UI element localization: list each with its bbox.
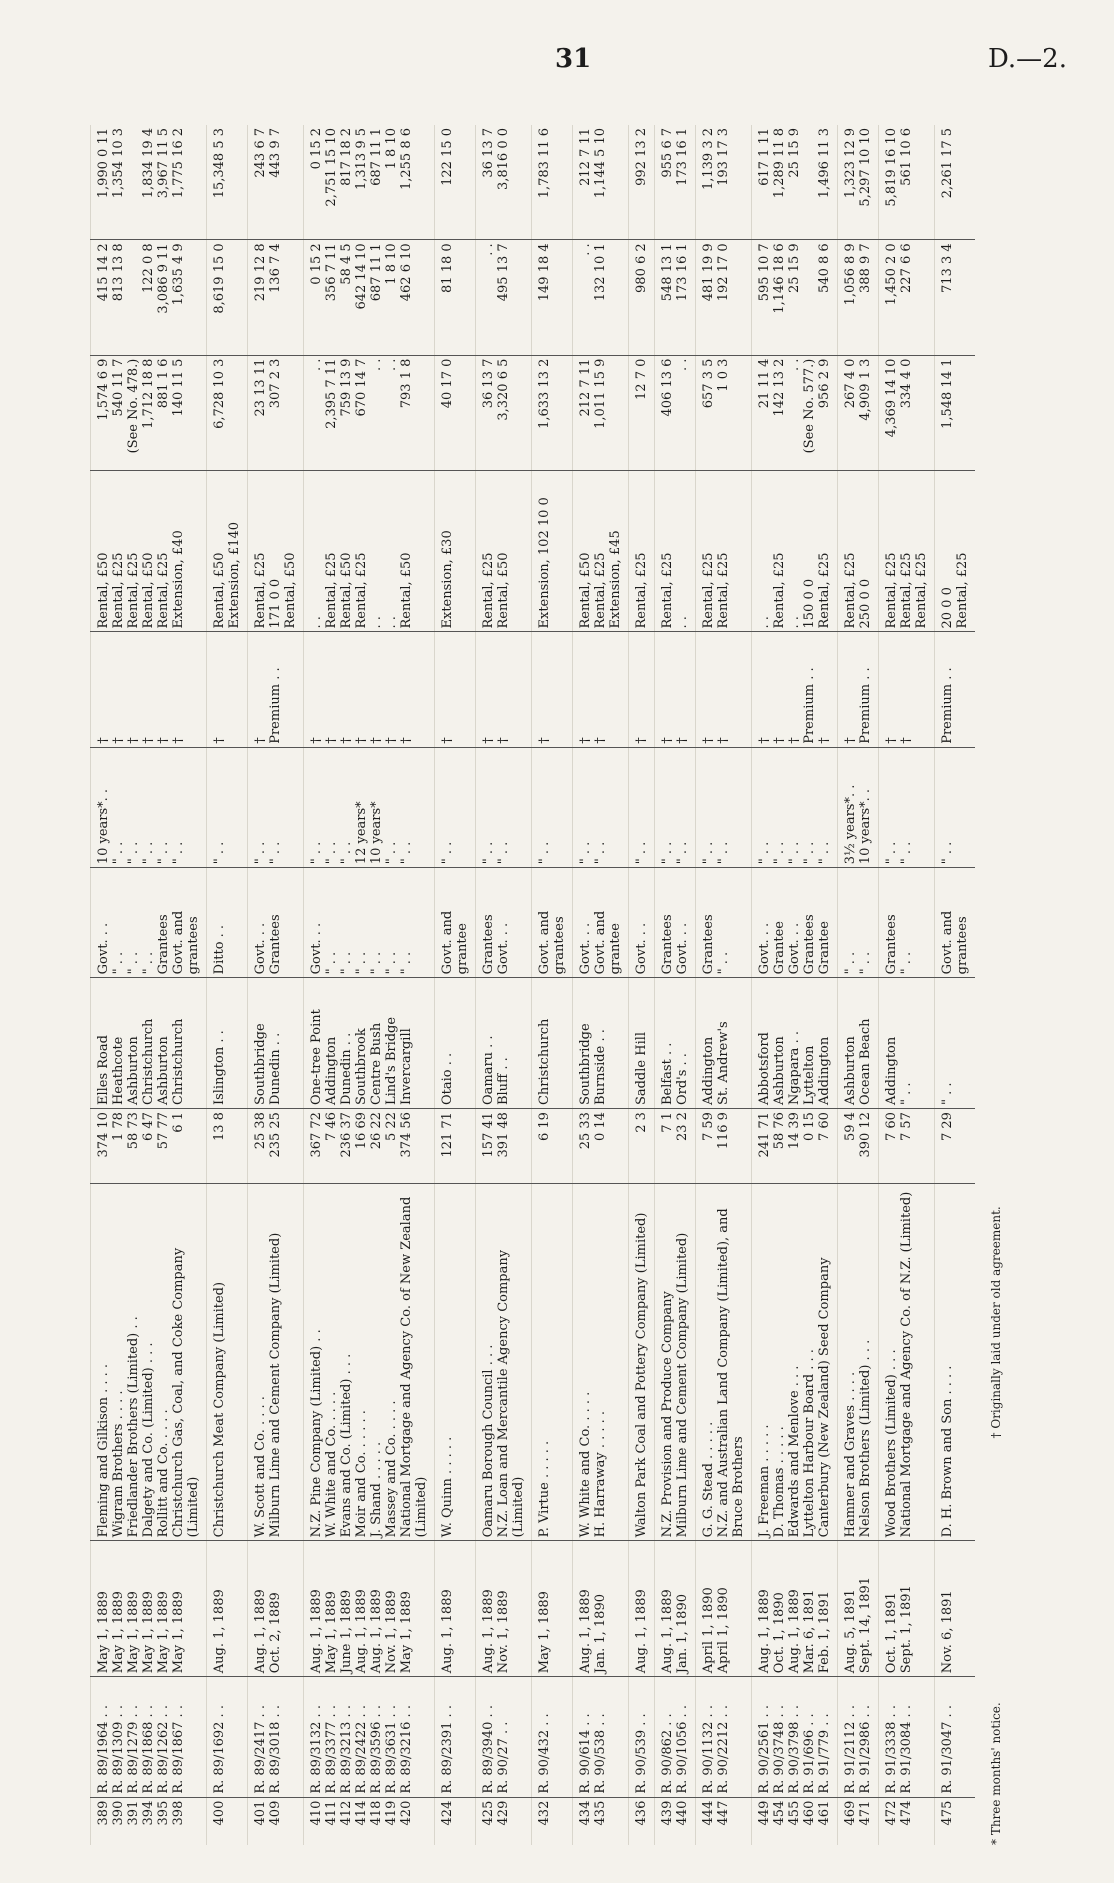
rental-terms-cell: Rental, £50 Rental, £25 Extension, £45 bbox=[573, 470, 629, 632]
notice-type-cell: † Premium . . bbox=[838, 632, 879, 747]
area-cell: 59 4 390 12 bbox=[838, 1109, 879, 1184]
rental-terms-cell: Extension, £30 bbox=[435, 470, 476, 632]
area-cell: 157 41 391 48 bbox=[476, 1109, 532, 1184]
station-cell: Oamaru . . Bluff . . bbox=[476, 978, 532, 1109]
amount-first-cell: 12 7 0 bbox=[629, 355, 655, 470]
entry-number-cell: 401 409 bbox=[248, 1797, 304, 1845]
entry-number-cell: 434 435 bbox=[573, 1797, 629, 1845]
rental-terms-cell: Rental, £50 Rental, £25 Rental, £25 Rental, £50 Rental, £25 Extension, £40 bbox=[91, 470, 207, 632]
term-cell: " . . " . . bbox=[696, 747, 752, 867]
amount-first-cell: 4,369 14 10 334 4 0 bbox=[879, 355, 935, 470]
table-row bbox=[696, 125, 752, 1845]
station-cell: Southbridge Burnside . . bbox=[573, 978, 629, 1109]
agreement-date-cell: Aug. 1, 1889 Jan. 1, 1890 bbox=[655, 1541, 696, 1677]
rental-terms-cell: . . Rental, £25 . . 150 0 0 Rental, £25 bbox=[752, 470, 838, 632]
station-cell: Islington . . bbox=[207, 978, 248, 1109]
table-body bbox=[91, 125, 976, 1845]
grantee-name-cell: N.Z. Pine Company (Limited) . . W. White and Co. . . . . Evans and Co. (Limited) . . . Moir and Co. . . . . . J. Shand . . . . . Massey and Co. . . . . National Mortgage and Agency Co. of New Zealand (Limited) bbox=[304, 1184, 435, 1541]
amount-first-cell: 657 3 5 1 0 3 bbox=[696, 355, 752, 470]
notice-type-cell: † bbox=[532, 632, 573, 747]
cost-borne-by-cell: Govt. . . " . . " . . " . . " . . " . . " . . bbox=[304, 868, 435, 978]
agreement-date-cell: Aug. 1, 1889 Oct. 1, 1890 Aug. 1, 1889 Mar. 6, 1891 Feb. 1, 1891 bbox=[752, 1541, 838, 1677]
term-cell: " . . bbox=[935, 747, 976, 867]
amount-total-cell: 1,990 0 11 1,354 10 3 1,834 19 4 3,967 11 5 1,775 16 2 bbox=[91, 125, 207, 240]
amount-total-cell: 1,323 12 9 5,297 10 10 bbox=[838, 125, 879, 240]
agreement-date-cell: May 1, 1889 bbox=[532, 1541, 573, 1677]
agreement-date-cell: Nov. 6, 1891 bbox=[935, 1541, 976, 1677]
amount-second-cell: . . 132 10 1 bbox=[573, 240, 629, 355]
file-reference-cell: R. 90/2561 . . R. 90/3748 . . R. 90/3798 . . R. 91/696 . . R. 91/779 . . bbox=[752, 1677, 838, 1797]
station-cell: Elles Road Heathcote Ashburton Christchurch Ashburton Christchurch bbox=[91, 978, 207, 1109]
cost-borne-by-cell: " . . " . . bbox=[838, 868, 879, 978]
notice-type-cell: † bbox=[629, 632, 655, 747]
table-row bbox=[304, 125, 435, 1845]
amount-second-cell: . . 495 13 7 bbox=[476, 240, 532, 355]
cost-borne-by-cell: Govt. . . bbox=[629, 868, 655, 978]
cost-borne-by-cell: Grantees " . . bbox=[696, 868, 752, 978]
entry-number-cell: 475 bbox=[935, 1797, 976, 1845]
grantee-name-cell: W. Quinn . . . . . bbox=[435, 1184, 476, 1541]
amount-total-cell: 36 13 7 3,816 0 0 bbox=[476, 125, 532, 240]
area-cell: 241 71 58 76 14 39 0 15 7 60 bbox=[752, 1109, 838, 1184]
file-reference-cell: R. 89/2391 . . bbox=[435, 1677, 476, 1797]
amount-first-cell: 406 13 6 . . bbox=[655, 355, 696, 470]
notice-type-cell: † † † † † † bbox=[91, 632, 207, 747]
entry-number-cell: 425 429 bbox=[476, 1797, 532, 1845]
table-row bbox=[91, 125, 207, 1845]
notice-type-cell: † † bbox=[655, 632, 696, 747]
rental-terms-cell: Rental, £25 250 0 0 bbox=[838, 470, 879, 632]
station-cell: Abbotsford Ashburton Ngapara . . Lyttelton Addington bbox=[752, 978, 838, 1109]
entry-number-cell: 469 471 bbox=[838, 1797, 879, 1845]
rotated-table-container bbox=[90, 125, 1050, 1845]
term-cell: 3½ years*. . 10 years*. . bbox=[838, 747, 879, 867]
table-row bbox=[573, 125, 629, 1845]
amount-total-cell: 0 15 2 2,751 15 10 817 18 2 1,313 9 5 687 11 1 1 8 10 1,255 8 6 bbox=[304, 125, 435, 240]
station-cell: One-tree Point Addington Dunedin . . Southbrook Centre Bush Lind's Bridge Invercargill bbox=[304, 978, 435, 1109]
page-number: 31 bbox=[555, 44, 592, 74]
table-row bbox=[655, 125, 696, 1845]
amount-first-cell: 40 17 0 bbox=[435, 355, 476, 470]
notice-type-cell: † † † Premium . . † bbox=[752, 632, 838, 747]
entry-number-cell: 472 474 bbox=[879, 1797, 935, 1845]
amount-second-cell: 0 15 2 356 7 11 58 4 5 642 14 10 687 11 1 1 8 10 462 6 10 bbox=[304, 240, 435, 355]
file-reference-cell: R. 89/3940 . . R. 90/27 . . bbox=[476, 1677, 532, 1797]
amount-total-cell: 243 6 7 443 9 7 bbox=[248, 125, 304, 240]
amount-first-cell: 1,574 6 9 540 11 7 (See No. 478.) 1,712 18 8 881 1 6 140 11 5 bbox=[91, 355, 207, 470]
amount-total-cell: 2,261 17 5 bbox=[935, 125, 976, 240]
file-reference-cell: R. 90/1132 . . R. 90/2212 . . bbox=[696, 1677, 752, 1797]
entry-number-cell: 410 411 412 414 418 419 420 bbox=[304, 1797, 435, 1845]
term-cell: " . . bbox=[532, 747, 573, 867]
term-cell: " . . " . . bbox=[573, 747, 629, 867]
amount-first-cell: 36 13 7 3,320 6 5 bbox=[476, 355, 532, 470]
amount-first-cell: 212 7 11 1,011 15 9 bbox=[573, 355, 629, 470]
area-cell: 6 19 bbox=[532, 1109, 573, 1184]
amount-total-cell: 122 15 0 bbox=[435, 125, 476, 240]
station-cell: Addington St. Andrew's bbox=[696, 978, 752, 1109]
amount-second-cell: 415 14 2 813 13 8 122 0 8 3,086 9 11 1,635 4 9 bbox=[91, 240, 207, 355]
agreement-date-cell: May 1, 1889 May 1, 1889 May 1, 1889 May 1, 1889 May 1, 1889 May 1, 1889 bbox=[91, 1541, 207, 1677]
grantee-name-cell: Fleming and Gilkison . . . . Wigram Brothers . . . . Friedlander Brothers (Limited) . . Dalgety and Co. (Limited) . . . Rollitt and Co. . . . . Christchurch Gas, Coal, and Coke Company (Limited) bbox=[91, 1184, 207, 1541]
amount-first-cell: 1,548 14 1 bbox=[935, 355, 976, 470]
station-cell: Saddle Hill bbox=[629, 978, 655, 1109]
amount-total-cell: 212 7 11 1,144 5 10 bbox=[573, 125, 629, 240]
area-cell: 25 33 0 14 bbox=[573, 1109, 629, 1184]
table-row bbox=[879, 125, 935, 1845]
file-reference-cell: R. 89/2417 . . R. 89/3018 . . bbox=[248, 1677, 304, 1797]
term-cell: " . . bbox=[629, 747, 655, 867]
area-cell: 7 29 bbox=[935, 1109, 976, 1184]
footnote-notice: * Three months' notice. bbox=[989, 1702, 1003, 1845]
amount-second-cell: 481 19 9 192 17 0 bbox=[696, 240, 752, 355]
agreement-date-cell: Aug. 1, 1889 Jan. 1, 1890 bbox=[573, 1541, 629, 1677]
term-cell: " . . " . . bbox=[248, 747, 304, 867]
term-cell: 10 years*. . " . . " . . " . . " . . " . . bbox=[91, 747, 207, 867]
file-reference-cell: R. 91/3338 . . R. 91/3084 . . bbox=[879, 1677, 935, 1797]
term-cell: " . . " . . bbox=[655, 747, 696, 867]
grantee-name-cell: J. Freeman . . . . . D. Thomas . . . . . Edwards and Menlove . . . Lyttelton Harbour Board . . . Canterbury (New Zealand) Seed Company bbox=[752, 1184, 838, 1541]
file-reference-cell: R. 89/1692 . . bbox=[207, 1677, 248, 1797]
notice-type-cell: † † bbox=[476, 632, 532, 747]
grantee-name-cell: Oamaru Borough Council . . . N.Z. Loan and Mercantile Agency Company (Limited) bbox=[476, 1184, 532, 1541]
station-cell: Ashburton Ocean Beach bbox=[838, 978, 879, 1109]
notice-type-cell: † † bbox=[879, 632, 935, 747]
amount-first-cell: 267 4 0 4,909 1 3 bbox=[838, 355, 879, 470]
station-cell: Christchurch bbox=[532, 978, 573, 1109]
station-cell: Addington " . . bbox=[879, 978, 935, 1109]
area-cell: 7 59 116 9 bbox=[696, 1109, 752, 1184]
grantee-name-cell: Wood Brothers (Limited) . . . National Mortgage and Agency Co. of N.Z. (Limited) bbox=[879, 1184, 935, 1541]
agreement-date-cell: Aug. 1, 1889 bbox=[207, 1541, 248, 1677]
file-reference-cell: R. 91/3047 . . bbox=[935, 1677, 976, 1797]
amount-second-cell: 81 18 0 bbox=[435, 240, 476, 355]
area-cell: 121 71 bbox=[435, 1109, 476, 1184]
amount-first-cell: 1,633 13 2 bbox=[532, 355, 573, 470]
footnotes bbox=[989, 125, 1004, 1845]
siding-agreements-table bbox=[90, 125, 975, 1845]
area-cell: 25 38 235 25 bbox=[248, 1109, 304, 1184]
table-row bbox=[629, 125, 655, 1845]
amount-first-cell: 23 13 11 307 2 3 bbox=[248, 355, 304, 470]
amount-second-cell: 149 18 4 bbox=[532, 240, 573, 355]
cost-borne-by-cell: Govt. and grantees bbox=[532, 868, 573, 978]
rental-terms-cell: Rental, £25 Rental, £50 bbox=[476, 470, 532, 632]
file-reference-cell: R. 89/3132 . . R. 89/3377 . . R. 89/3213 . . R. 89/2422 . . R. 89/3596 . . R. 89/3631 . . R. 89/3216 . . bbox=[304, 1677, 435, 1797]
table-row bbox=[248, 125, 304, 1845]
amount-total-cell: 992 13 2 bbox=[629, 125, 655, 240]
amount-total-cell: 15,348 5 3 bbox=[207, 125, 248, 240]
table-row bbox=[532, 125, 573, 1845]
grantee-name-cell: D. H. Brown and Son . . . . bbox=[935, 1184, 976, 1541]
cost-borne-by-cell: Govt. . . " . . " . . " . . Grantees Govt. and grantees bbox=[91, 868, 207, 978]
amount-second-cell: 713 3 4 bbox=[935, 240, 976, 355]
amount-total-cell: 1,783 11 6 bbox=[532, 125, 573, 240]
table-row bbox=[207, 125, 248, 1845]
notice-type-cell: † Premium . . bbox=[248, 632, 304, 747]
rental-terms-cell: Rental, £25 171 0 0 Rental, £50 bbox=[248, 470, 304, 632]
term-cell: " . . " . . " . . 12 years* 10 years* " . . " . . bbox=[304, 747, 435, 867]
cost-borne-by-cell: Grantees Govt. . . bbox=[476, 868, 532, 978]
cost-borne-by-cell: Govt. and grantee bbox=[435, 868, 476, 978]
entry-number-cell: 400 bbox=[207, 1797, 248, 1845]
agreement-date-cell: Aug. 1, 1889 Nov. 1, 1889 bbox=[476, 1541, 532, 1677]
amount-second-cell: 219 12 8 136 7 4 bbox=[248, 240, 304, 355]
entry-number-cell: 439 440 bbox=[655, 1797, 696, 1845]
term-cell: " . . " . . bbox=[476, 747, 532, 867]
term-cell: " . . bbox=[435, 747, 476, 867]
agreement-date-cell: Aug. 1, 1889 Oct. 2, 1889 bbox=[248, 1541, 304, 1677]
entry-number-cell: 424 bbox=[435, 1797, 476, 1845]
page-header bbox=[0, 40, 1114, 80]
cost-borne-by-cell: Govt. . . Grantees bbox=[248, 868, 304, 978]
table-row bbox=[752, 125, 838, 1845]
station-cell: " . . bbox=[935, 978, 976, 1109]
grantee-name-cell: N.Z. Provision and Produce Company Milburn Lime and Cement Company (Limited) bbox=[655, 1184, 696, 1541]
file-reference-cell: R. 90/614 . . R. 90/538 . . bbox=[573, 1677, 629, 1797]
station-cell: Southbridge Dunedin . . bbox=[248, 978, 304, 1109]
entry-number-cell: 432 bbox=[532, 1797, 573, 1845]
notice-type-cell: † † bbox=[573, 632, 629, 747]
cost-borne-by-cell: Govt. and grantees bbox=[935, 868, 976, 978]
amount-second-cell: 595 10 7 1,146 18 6 25 15 9 540 8 6 bbox=[752, 240, 838, 355]
agreement-date-cell: Aug. 1, 1889 May 1, 1889 June 1, 1889 Aug. 1, 1889 Aug. 1, 1889 Nov. 1, 1889 May 1, 1889 bbox=[304, 1541, 435, 1677]
rental-terms-cell: Extension, 102 10 0 bbox=[532, 470, 573, 632]
entry-number-cell: 436 bbox=[629, 1797, 655, 1845]
grantee-name-cell: W. White and Co. . . . . H. Harraway . . . . . bbox=[573, 1184, 629, 1541]
station-cell: Belfast . . Ord's . . bbox=[655, 978, 696, 1109]
rental-terms-cell: Rental, £25 Rental, £25 Rental, £25 bbox=[879, 470, 935, 632]
station-cell: Otaio . . bbox=[435, 978, 476, 1109]
agreement-date-cell: April 1, 1890 April 1, 1890 bbox=[696, 1541, 752, 1677]
rental-terms-cell: Rental, £25 bbox=[629, 470, 655, 632]
area-cell: 7 60 7 57 bbox=[879, 1109, 935, 1184]
amount-first-cell: . . 2,395 7 11 759 13 9 670 14 7 . . . . 793 1 8 bbox=[304, 355, 435, 470]
table-row bbox=[838, 125, 879, 1845]
agreement-date-cell: Aug. 1, 1889 bbox=[629, 1541, 655, 1677]
area-cell: 7 1 23 2 bbox=[655, 1109, 696, 1184]
grantee-name-cell: Christchurch Meat Company (Limited) bbox=[207, 1184, 248, 1541]
term-cell: " . . " . . bbox=[879, 747, 935, 867]
file-reference-cell: R. 90/539 . . bbox=[629, 1677, 655, 1797]
entry-number-cell: 449 454 455 460 461 bbox=[752, 1797, 838, 1845]
area-cell: 367 72 7 46 236 37 16 69 26 22 5 22 374 56 bbox=[304, 1109, 435, 1184]
amount-second-cell: 1,056 8 9 388 9 7 bbox=[838, 240, 879, 355]
area-cell: 374 10 1 78 58 73 6 47 57 77 6 1 bbox=[91, 1109, 207, 1184]
amount-second-cell: 548 13 1 173 16 1 bbox=[655, 240, 696, 355]
cost-borne-by-cell: Govt. . . Govt. and grantee bbox=[573, 868, 629, 978]
area-cell: 2 3 bbox=[629, 1109, 655, 1184]
entry-number-cell: 444 447 bbox=[696, 1797, 752, 1845]
grantee-name-cell: W. Scott and Co. . . . . Milburn Lime and Cement Company (Limited) bbox=[248, 1184, 304, 1541]
amount-total-cell: 1,139 3 2 193 17 3 bbox=[696, 125, 752, 240]
grantee-name-cell: Walton Park Coal and Pottery Company (Limited) bbox=[629, 1184, 655, 1541]
cost-borne-by-cell: Grantees " . . bbox=[879, 868, 935, 978]
table-row bbox=[935, 125, 976, 1845]
agreement-date-cell: Oct. 1, 1891 Sept. 1, 1891 bbox=[879, 1541, 935, 1677]
notice-type-cell: † bbox=[207, 632, 248, 747]
rental-terms-cell: 20 0 0 Rental, £25 bbox=[935, 470, 976, 632]
grantee-name-cell: G. G. Stead . . . . . N.Z. and Australian Land Company (Limited), and Bruce Brothers bbox=[696, 1184, 752, 1541]
amount-second-cell: 8,619 15 0 bbox=[207, 240, 248, 355]
cost-borne-by-cell: Govt. . . Grantee Govt. . . Grantees Grantee bbox=[752, 868, 838, 978]
agreement-date-cell: Aug. 5, 1891 Sept. 14, 1891 bbox=[838, 1541, 879, 1677]
rental-terms-cell: . . Rental, £25 Rental, £50 Rental, £25 . . . . Rental, £50 bbox=[304, 470, 435, 632]
rental-terms-cell: Rental, £25 Rental, £25 bbox=[696, 470, 752, 632]
amount-first-cell: 6,728 10 3 bbox=[207, 355, 248, 470]
section-label: D.—2. bbox=[988, 44, 1067, 74]
amount-total-cell: 617 1 11 1,289 11 8 25 15 9 1,496 11 3 bbox=[752, 125, 838, 240]
entry-number-cell: 389 390 391 394 395 398 bbox=[91, 1797, 207, 1845]
area-cell: 13 8 bbox=[207, 1109, 248, 1184]
amount-second-cell: 1,450 2 0 227 6 6 bbox=[879, 240, 935, 355]
table-row bbox=[435, 125, 476, 1845]
amount-first-cell: 21 11 4 142 13 2 . . (See No. 577.) 956 2 9 bbox=[752, 355, 838, 470]
cost-borne-by-cell: Grantees Govt. . . bbox=[655, 868, 696, 978]
amount-total-cell: 5,819 16 10 561 10 6 bbox=[879, 125, 935, 240]
term-cell: " . . bbox=[207, 747, 248, 867]
grantee-name-cell: P. Virtue . . . . . bbox=[532, 1184, 573, 1541]
notice-type-cell: † † † † † † † bbox=[304, 632, 435, 747]
amount-total-cell: 955 6 7 173 16 1 bbox=[655, 125, 696, 240]
table-row bbox=[476, 125, 532, 1845]
cost-borne-by-cell: Ditto . . bbox=[207, 868, 248, 978]
notice-type-cell: † † bbox=[696, 632, 752, 747]
rental-terms-cell: Rental, £25 . . bbox=[655, 470, 696, 632]
agreement-date-cell: Aug. 1, 1889 bbox=[435, 1541, 476, 1677]
file-reference-cell: R. 91/2112 . . R. 91/2986 . . bbox=[838, 1677, 879, 1797]
term-cell: " . . " . . " . . " . . " . . bbox=[752, 747, 838, 867]
footnote-agreement: † Originally laid under old agreement. bbox=[989, 1206, 1003, 1439]
notice-type-cell: Premium . . bbox=[935, 632, 976, 747]
amount-second-cell: 980 6 2 bbox=[629, 240, 655, 355]
file-reference-cell: R. 89/1964 . . R. 89/1309 . . R. 89/1279 . . R. 89/1868 . . R. 89/1262 . . R. 89/1867 . . bbox=[91, 1677, 207, 1797]
file-reference-cell: R. 90/862 . . R. 90/1056 . . bbox=[655, 1677, 696, 1797]
rental-terms-cell: Rental, £50 Extension, £140 bbox=[207, 470, 248, 632]
file-reference-cell: R. 90/432 . . bbox=[532, 1677, 573, 1797]
notice-type-cell: † bbox=[435, 632, 476, 747]
grantee-name-cell: Hamner and Graves . . . . Nelson Brothers (Limited) . . . bbox=[838, 1184, 879, 1541]
